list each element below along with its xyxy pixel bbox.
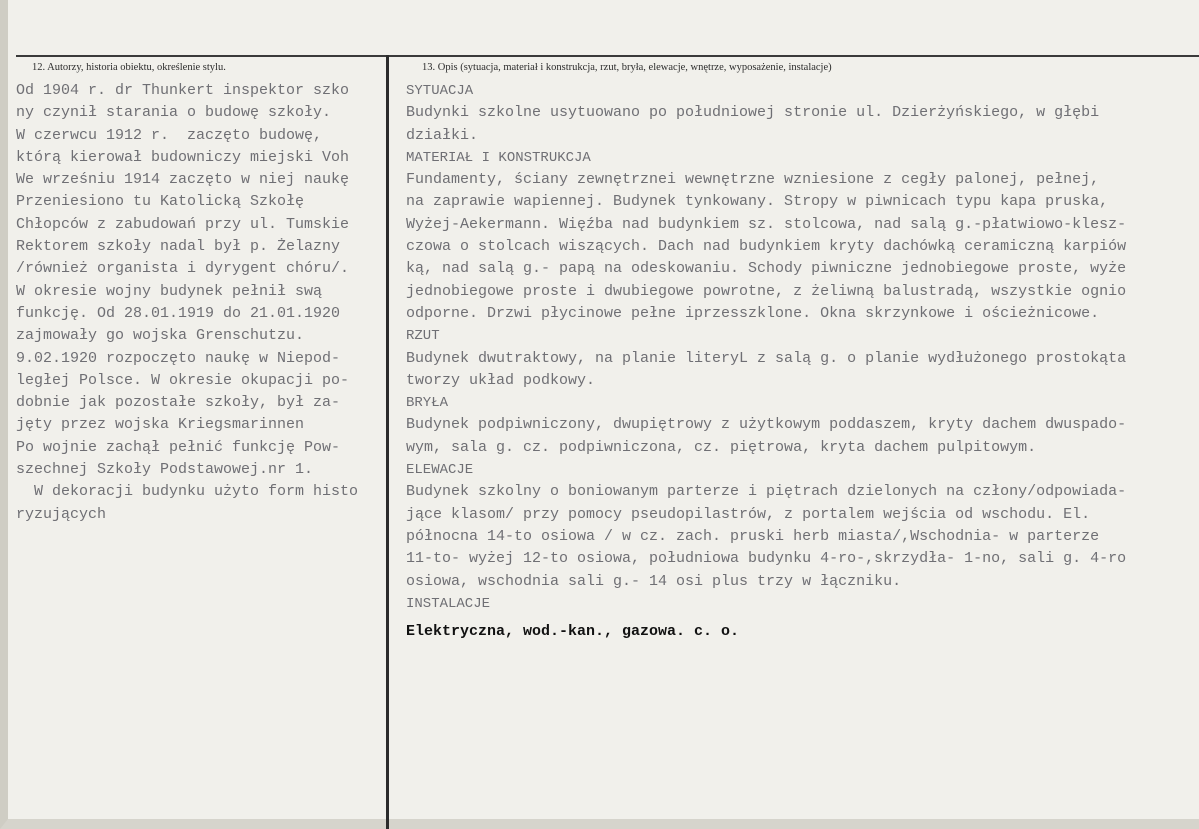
description-line: ką, nad salą g.- papą na odeskowaniu. Schody piwniczne jednobiegowe proste, wyże (406, 260, 1127, 278)
history-line: zajmowały go wojska Grenschutzu. (16, 327, 305, 345)
description-line: wym, sala g. cz. podpiwniczona, cz. piętrowa, kryta dachem pulpitowym. (406, 438, 1037, 456)
description-line: tworzy układ podkowy. (406, 371, 596, 389)
section-heading: INSTALACJE (406, 595, 491, 612)
history-line: Po wojnie zachął pełnić funkcję Pow- (16, 438, 341, 456)
history-line: Chłopców z zabudowań przy ul. Tumskie (16, 215, 350, 233)
history-line: W czerwcu 1912 r. zaczęto budowę, (16, 126, 323, 144)
section-heading: SYTUACJA (406, 83, 474, 99)
history-line: W okresie wojny budynek pełnił swą (16, 282, 323, 300)
history-line: We wrześniu 1914 zaczęto w niej naukę (16, 171, 350, 189)
history-line: ryzujących (16, 505, 107, 523)
description-line: Fundamenty, ściany zewnętrznei wewnętrzne wzniesione z cegły palonej, pełnej, (406, 171, 1100, 189)
history-line: dobnie jak pozostałe szkoły, był za- (16, 394, 341, 412)
description-line: Budynek podpiwniczony, dwupiętrowy z użytkowym poddaszem, kryty dachem dwuspado- (406, 416, 1127, 434)
section-heading: ELEWACJE (406, 462, 474, 479)
description-line: Budynek szkolny o boniowanym parterze i piętrach dzielonych na człony/odpowiada- (406, 483, 1127, 501)
history-line: Od 1904 r. dr Thunkert inspektor szko (16, 82, 350, 99)
history-line: Rektorem szkoły nadal był p. Żelazny (16, 238, 341, 256)
description-line: 11-to- wyżej 12-to osiowa, południowa budynku 4-ro-,skrzydła- 1-no, sali g. 4-ro (406, 550, 1127, 568)
history-line: ległej Polsce. W okresie okupacji po- (16, 371, 350, 389)
section-13-header: 13. Opis (sytuacja, materiał i konstrukcja, rzut, bryła, elewacje, wnętrze, wyposażenie, instalacje) (422, 62, 832, 73)
description-line: jednobiegowe proste i dwubiegowe powrotne, z żeliwną balustradą, wszystkie ognio (406, 282, 1127, 300)
history-line: W dekoracji budynku użyto form histo (16, 483, 359, 501)
history-line: szechnej Szkoły Podstawowej.nr 1. (16, 461, 314, 479)
history-line: którą kierował budowniczy miejski Voh (16, 148, 350, 166)
description-line: odporne. Drzwi płycinowe pełne iprzesszklone. Okna skrzynkowe i ościeżnicowe. (406, 304, 1100, 322)
description-line: jące klasom/ przy pomocy pseudopilastrów, z portalem wejścia od wschodu. El. (406, 505, 1091, 523)
description-line: Wyżej-Aekermann. Więźba nad budynkiem sz. stolcowa, nad salą g.-płatwiowo-klesz- (406, 215, 1127, 233)
description-line: osiowa, wschodnia sali g.- 14 osi plus trzy w łączniku. (406, 572, 902, 590)
description-line: czowa o stolcach wiszących. Dach nad budynkiem kryty dachówką ceramiczną karpiów (406, 238, 1127, 256)
section-heading: BRYŁA (406, 395, 449, 412)
history-line: ny czynił starania o budowę szkoły. (16, 104, 332, 122)
description-line: północna 14-to osiowa / w cz. zach. pruski herb miasta/,Wschodnia- w parterze (406, 527, 1100, 545)
description-line: Budynki szkolne usytuowano po południowej stronie ul. Dzierżyńskiego, w głębi (406, 104, 1100, 122)
section-heading: MATERIAŁ I KONSTRUKCJA (406, 149, 591, 166)
history-text (16, 80, 390, 526)
section-12-header: 12. Autorzy, historia obiektu, określenie stylu. (32, 62, 226, 73)
history-line: /również organista i dyrygent chóru/. (16, 260, 350, 278)
description-line: na zaprawie wapiennej. Budynek tynkowany. Stropy w piwnicach typu kapa pruska, (406, 193, 1109, 211)
header-rule (16, 55, 1199, 57)
description-line: działki. (406, 126, 479, 144)
history-line: 9.02.1920 rozpoczęto naukę w Niepod- (16, 349, 341, 367)
section-heading: RZUT (406, 328, 440, 345)
history-line: Przeniesiono tu Katolicką Szkołę (16, 193, 305, 211)
history-line: jęty przez wojska Kriegsmarinnen (16, 416, 305, 434)
description-text (406, 80, 1199, 643)
installations-line: Elektryczna, wod.-kan., gazowa. c. o. (406, 623, 740, 641)
description-line: Budynek dwutraktowy, na planie literyL z salą g. o planie wydłużonego prostokąta (406, 349, 1127, 367)
history-line: funkcję. Od 28.01.1919 do 21.01.1920 (16, 304, 341, 322)
